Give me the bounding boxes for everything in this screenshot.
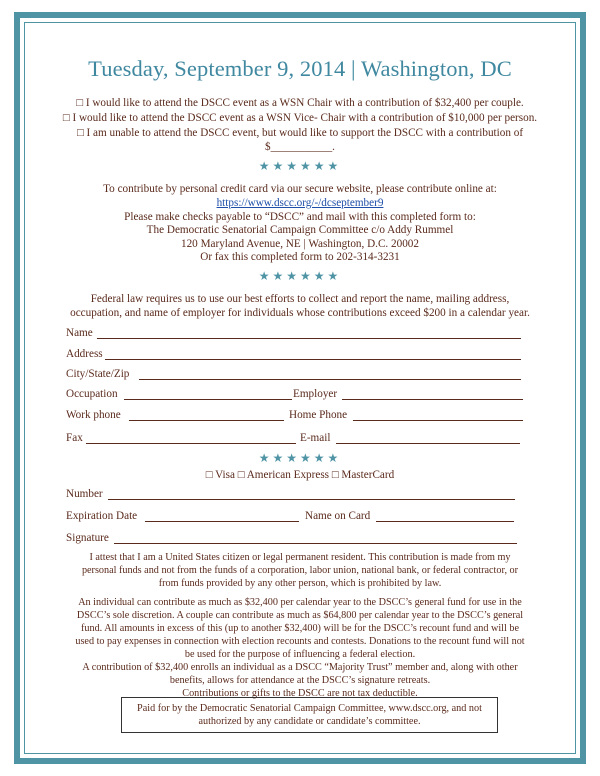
- option-wsn-vice-chair[interactable]: □ I would like to attend the DSCC event as a WSN Vice- Chair with a contribution of $10,000 per person.: [62, 112, 538, 124]
- fax-instructions: Or fax this completed form to 202-314-3231: [200, 251, 400, 263]
- limits-text: be used for the purpose of influencing a federal election.: [184, 649, 416, 660]
- attestation: I attest that I am a United States citizen or legal permanent resident. This contribution is made from my: [89, 552, 511, 563]
- city-state-zip-label: City/State/Zip: [66, 368, 130, 380]
- mail-recipient: The Democratic Senatorial Campaign Committee c/o Addy Rummel: [146, 224, 454, 236]
- expiration-label: Expiration Date: [66, 510, 138, 522]
- majority-trust-text: A contribution of $32,400 enrolls an individual as a DSCC “Majority Trust” member and, along with other: [82, 662, 518, 673]
- card-number-label: Number: [66, 488, 103, 500]
- disclaimer-line: Paid for by the Democratic Senatorial Campaign Committee, www.dscc.org, and not: [137, 703, 482, 714]
- limits-text: used to pay expenses in connection with election recounts and contests. Donations to the recount fund will not: [75, 636, 525, 647]
- home-phone-field[interactable]: [353, 420, 523, 421]
- signature-label: Signature: [66, 532, 109, 544]
- credit-card-instructions: To contribute by personal credit card via our secure website, please contribute online at:: [103, 183, 497, 195]
- attestation-cont: personal funds and not from the funds of a corporation, labor union, national bank, or federal contractor, or: [81, 565, 519, 576]
- work-phone-label: Work phone: [66, 409, 121, 421]
- contribute-link-wrap: [0, 196, 600, 210]
- address-label: Address: [66, 348, 103, 360]
- contribution-amount-field[interactable]: $___________.: [265, 141, 335, 153]
- disclaimer-line: authorized by any candidate or candidate’s committee.: [198, 716, 421, 727]
- star-divider: ★★★★★★: [258, 451, 342, 465]
- limits-text: fund. All amounts in excess of this (up to another $32,400) will be for the DSCC’s recount fund and will be: [81, 623, 519, 634]
- work-phone-field[interactable]: [129, 420, 284, 421]
- limits-text: DSCC’s sole discretion. A couple can contribute as much as $64,800 per calendar year to the DSCC’s general: [76, 610, 524, 621]
- name-field[interactable]: [97, 338, 521, 339]
- card-type-options[interactable]: □ Visa □ American Express □ MasterCard: [205, 469, 395, 481]
- fax-field[interactable]: [86, 443, 296, 444]
- star-divider: ★★★★★★: [258, 269, 342, 283]
- disclaimer-box: [121, 697, 498, 733]
- page-title: Tuesday, September 9, 2014 | Washington, DC: [88, 56, 512, 81]
- employer-field[interactable]: [342, 399, 523, 400]
- limits-text: An individual can contribute as much as $32,400 per calendar year to the DSCC’s general fund for use in the: [78, 597, 522, 608]
- card-number-field[interactable]: [108, 499, 515, 500]
- occupation-label: Occupation: [66, 388, 118, 400]
- fax-label: Fax: [66, 432, 83, 444]
- address-field[interactable]: [105, 359, 521, 360]
- check-instructions: Please make checks payable to “DSCC” and mail with this completed form to:: [124, 211, 476, 223]
- majority-trust-text: benefits, allows for attendance at the DSCC’s signature retreats.: [169, 675, 431, 686]
- attestation-cont: from funds provided by any other person, which is prohibited by law.: [158, 578, 442, 589]
- name-on-card-label: Name on Card: [305, 510, 371, 522]
- star-divider: ★★★★★★: [258, 159, 342, 173]
- email-field[interactable]: [336, 443, 520, 444]
- signature-field[interactable]: [114, 543, 517, 544]
- option-unable-to-attend[interactable]: □ I am unable to attend the DSCC event, but would like to support the DSCC with a contribution of: [76, 127, 524, 139]
- contribute-link[interactable]: https://www.dscc.org/-/dcseptember9: [216, 197, 384, 209]
- mail-address: 120 Maryland Avenue, NE | Washington, D.C. 20002: [180, 238, 419, 250]
- city-state-zip-field[interactable]: [139, 379, 521, 380]
- occupation-field[interactable]: [124, 399, 292, 400]
- federal-law-notice: Federal law requires us to use our best efforts to collect and report the name, mailing address,: [90, 293, 510, 305]
- email-label: E-mail: [300, 432, 331, 444]
- home-phone-label: Home Phone: [289, 409, 348, 421]
- option-wsn-chair[interactable]: □ I would like to attend the DSCC event as a WSN Chair with a contribution of $32,400 per couple.: [76, 97, 524, 109]
- employer-label: Employer: [293, 388, 338, 400]
- expiration-field[interactable]: [145, 521, 299, 522]
- federal-law-notice-cont: occupation, and name of employer for individuals whose contributions exceed $200 in a calendar year.: [70, 307, 530, 319]
- name-on-card-field[interactable]: [376, 521, 514, 522]
- name-label: Name: [66, 327, 93, 339]
- tax-notice: Contributions or gifts to the DSCC are not tax deductible.: [182, 688, 418, 699]
